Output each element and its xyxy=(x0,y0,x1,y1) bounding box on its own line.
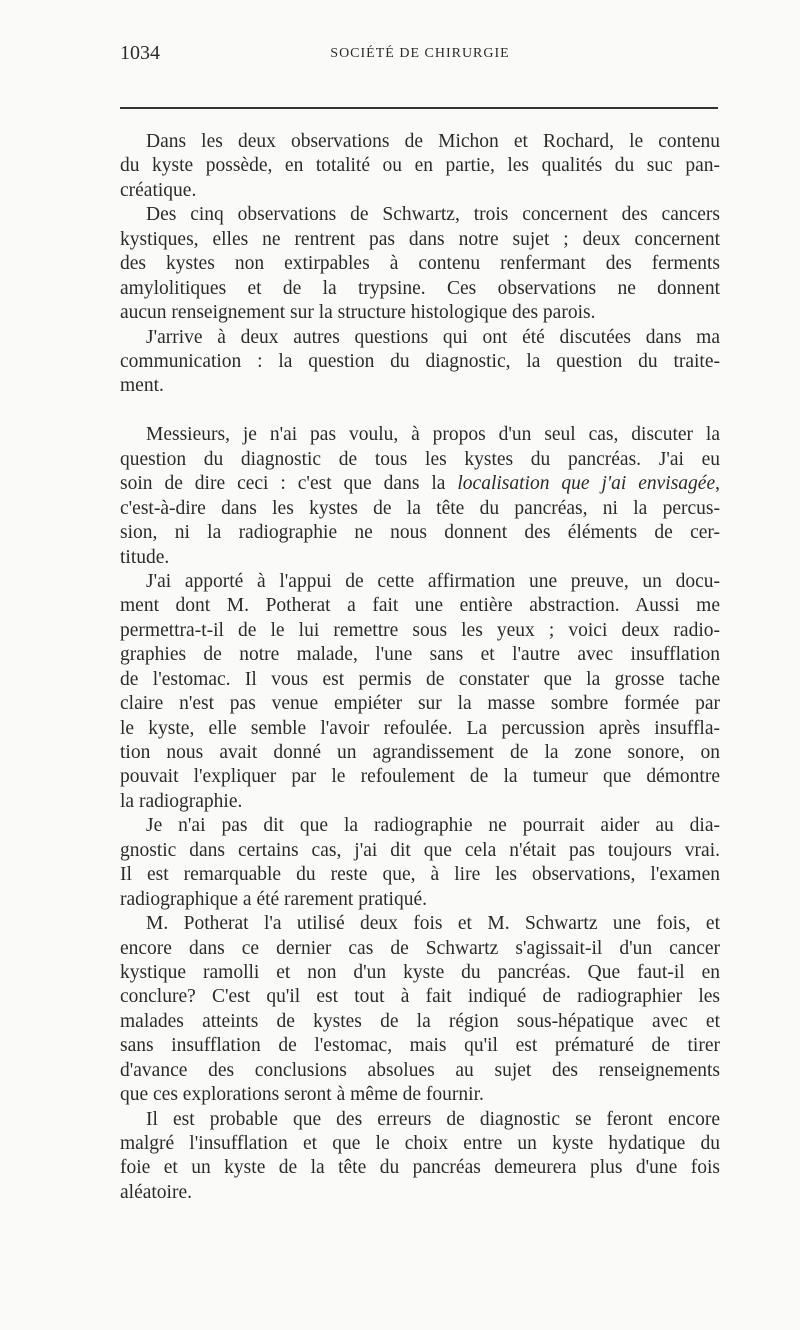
running-title: SOCIÉTÉ DE CHIRURGIE xyxy=(330,46,510,61)
italic-text: localisation que j'ai envisagée xyxy=(457,473,716,495)
text-line: Messieurs, je n'ai pas voulu, à propos d'un seul cas, discuter la xyxy=(146,424,720,446)
text-line: J'arrive à deux autres questions qui ont été discutées dans ma xyxy=(146,326,720,348)
paragraph xyxy=(120,423,720,570)
text-line: graphies de notre malade, l'une sans et l'autre avec insufflation xyxy=(120,644,720,666)
body-text xyxy=(120,130,720,1205)
text-segment: , xyxy=(715,473,720,495)
text-line: que ces explorations seront à même de fournir. xyxy=(120,1084,484,1106)
text-line: permettra-t-il de le lui remettre sous les yeux ; voici deux radio- xyxy=(120,619,720,641)
text-line: d'avance des conclusions absolues au sujet des renseignements xyxy=(120,1059,720,1081)
text-line: de l'estomac. Il vous est permis de constater que la grosse tache xyxy=(120,668,720,690)
text-line: sion, ni la radiographie ne nous donnent des éléments de cer- xyxy=(120,522,720,544)
paragraph xyxy=(120,912,720,1108)
text-line: des kystes non extirpables à contenu renfermant des ferments xyxy=(120,253,720,275)
text-line: Il est remarquable du reste que, à lire les observations, l'examen xyxy=(120,864,720,886)
text-line: gnostic dans certains cas, j'ai dit que cela n'était pas toujours vrai. xyxy=(120,839,720,861)
text-line: kystique ramolli et non d'un kyste du pancréas. Que faut-il en xyxy=(120,961,720,983)
text-line: radiographique a été rarement pratiqué. xyxy=(120,888,427,910)
text-line: titude. xyxy=(120,546,170,568)
text-line: le kyste, elle semble l'avoir refoulée. La percussion après insuffla- xyxy=(120,717,720,739)
text-line: Je n'ai pas dit que la radiographie ne pourrait aider au dia- xyxy=(146,815,720,837)
text-line: malgré l'insufflation et que le choix entre un kyste hydatique du xyxy=(120,1133,720,1154)
text-line: c'est-à-dire dans les kystes de la tête du pancréas, ni la percus- xyxy=(120,497,720,519)
text-line: aucun renseignement sur la structure histologique des parois. xyxy=(120,302,596,324)
text-line: foie et un kyste de la tête du pancréas demeurera plus d'une fois xyxy=(120,1157,720,1179)
paragraph xyxy=(120,570,720,814)
text-line: pouvait l'expliquer par le refoulement de la tumeur que démontre xyxy=(120,766,720,788)
text-line: communication : la question du diagnostic, la question du traite- xyxy=(120,350,720,372)
text-line: malades atteints de kystes de la région sous-hépatique avec et xyxy=(120,1010,720,1032)
page-number: 1034 xyxy=(120,42,160,64)
paragraph xyxy=(120,326,720,399)
text-line: du kyste possède, en totalité ou en partie, les qualités du suc pan- xyxy=(120,155,720,177)
text-line: M. Potherat l'a utilisé deux fois et M. Schwartz une fois, et xyxy=(146,913,720,935)
text-line: claire n'est pas venue empiéter sur la masse sombre formée par xyxy=(120,693,720,715)
paragraph xyxy=(120,203,720,325)
text-line xyxy=(120,472,720,496)
text-line: Dans les deux observations de Michon et Rochard, le contenu xyxy=(146,131,720,152)
text-line: Des cinq observations de Schwartz, trois concernent des cancers xyxy=(146,204,720,226)
text-line: encore dans ce dernier cas de Schwartz s'agissait-il d'un cancer xyxy=(120,937,720,959)
paragraph xyxy=(120,1108,720,1206)
text-line: J'ai apporté à l'appui de cette affirmation une preuve, un docu- xyxy=(146,570,720,592)
text-line: conclure? C'est qu'il est tout à fait indiqué de radiographier les xyxy=(120,986,720,1008)
text-line: sans insufflation de l'estomac, mais qu'il est prématuré de tirer xyxy=(120,1035,720,1057)
text-segment: soin de dire ceci : c'est que dans la xyxy=(120,473,458,495)
text-line: amylolitiques et de la trypsine. Ces observations ne donnent xyxy=(120,277,720,299)
header-rule xyxy=(120,107,718,109)
text-line: ment dont M. Potherat a fait une entière abstraction. Aussi me xyxy=(120,595,720,617)
text-line: tion nous avait donné un agrandissement de la zone sonore, on xyxy=(120,742,720,763)
text-line: aléatoire. xyxy=(120,1181,192,1203)
text-line: question du diagnostic de tous les kystes du pancréas. J'ai eu xyxy=(120,448,720,470)
text-line: kystiques, elles ne rentrent pas dans notre sujet ; deux concernent xyxy=(120,228,720,250)
text-line: Il est probable que des erreurs de diagnostic se feront encore xyxy=(146,1108,720,1130)
paragraph xyxy=(120,814,720,912)
text-line: ment. xyxy=(120,375,164,397)
text-line: la radiographie. xyxy=(120,790,243,812)
text-line: créatique. xyxy=(120,179,197,201)
paragraph xyxy=(120,130,720,203)
